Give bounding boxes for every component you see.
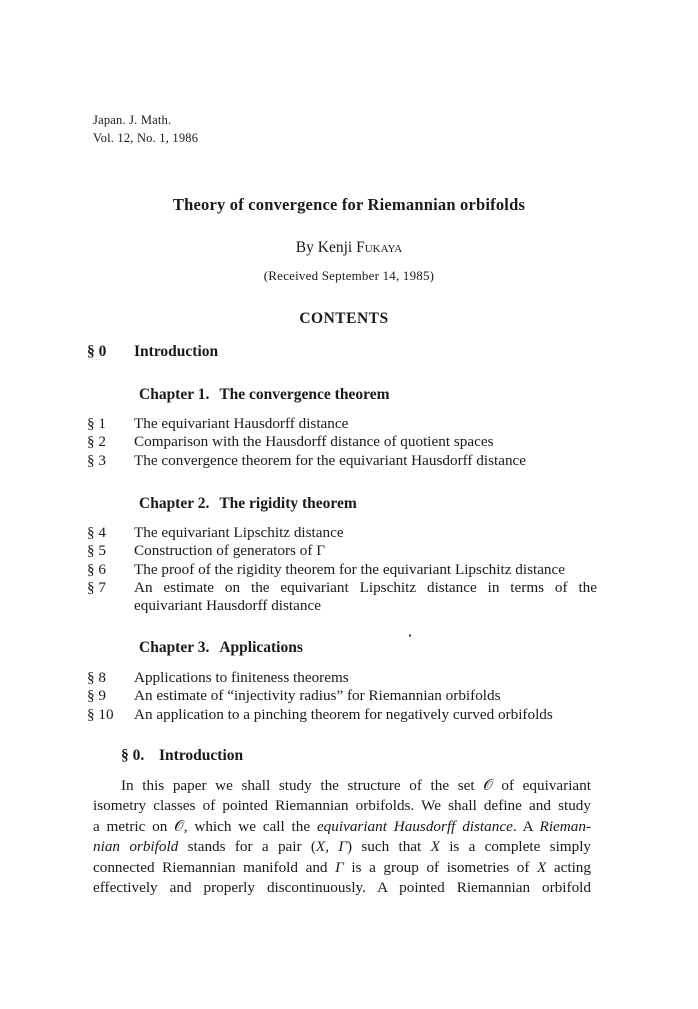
toc-section-label: The equivariant Hausdorff distance bbox=[134, 415, 349, 432]
toc-section-number: § 6 bbox=[87, 560, 106, 578]
journal-volume: Vol. 12, No. 1, 1986 bbox=[93, 131, 199, 145]
toc-section-label: The proof of the rigidity theorem for the equivariant Lipschitz distance bbox=[134, 560, 566, 578]
paper-title: Theory of convergence for Riemannian orbifolds bbox=[172, 195, 526, 214]
toc-chapter-2-sections bbox=[87, 524, 597, 615]
toc-section-number: § 0 bbox=[87, 343, 107, 360]
paragraph-line: connected Riemannian manifold and Γ is a group of isometries of X acting bbox=[93, 858, 591, 876]
italic-term: nian orbifold bbox=[93, 838, 179, 856]
toc-section-5 bbox=[87, 542, 597, 560]
toc-section-9 bbox=[87, 687, 597, 705]
intro-paragraph bbox=[93, 776, 591, 898]
intro-section-number: § 0. bbox=[121, 747, 145, 764]
intro-heading-label: Introduction bbox=[159, 747, 244, 764]
toc-section-number: § 4 bbox=[87, 524, 106, 541]
toc-section-label: The equivariant Lipschitz distance bbox=[134, 524, 344, 541]
journal-name: Japan. J. Math. bbox=[93, 113, 172, 127]
chapter-heading-2 bbox=[139, 495, 357, 513]
toc-section-label: Construction of generators of Γ bbox=[134, 542, 325, 560]
italic-term: X bbox=[430, 838, 440, 856]
chapter-number: Chapter 1. bbox=[139, 386, 210, 403]
toc-section-number: § 7 bbox=[87, 578, 106, 596]
toc-section-1 bbox=[87, 415, 597, 433]
chapter-title: Applications bbox=[219, 639, 303, 656]
received-date: (Received September 14, 1985) bbox=[263, 268, 435, 283]
toc-section-label: Applications to finiteness theorems bbox=[134, 669, 349, 686]
paragraph-line: isometry classes of pointed Riemannian orbifolds. We shall define and study bbox=[93, 797, 591, 815]
toc-section-10 bbox=[87, 706, 597, 724]
toc-section-number: § 5 bbox=[87, 542, 106, 560]
toc-section-label: The convergence theorem for the equivariant Hausdorff distance bbox=[134, 451, 527, 469]
ink-speck bbox=[409, 634, 411, 637]
italic-term: Rieman- bbox=[539, 817, 591, 835]
toc-section-number: § 3 bbox=[87, 451, 106, 469]
italic-term: equivariant Hausdorff distance bbox=[316, 817, 513, 835]
toc-section-number: § 10 bbox=[87, 705, 114, 723]
toc-section-3 bbox=[87, 452, 597, 470]
toc-section-2 bbox=[87, 433, 597, 451]
toc-section-number: § 1 bbox=[87, 415, 106, 432]
journal-header bbox=[93, 111, 198, 147]
chapter-title: The convergence theorem bbox=[219, 386, 390, 403]
toc-section-8 bbox=[87, 669, 597, 687]
contents-heading: CONTENTS bbox=[299, 310, 389, 327]
toc-section-label: An application to a pinching theorem for negatively curved orbifolds bbox=[134, 705, 553, 723]
toc-section-4 bbox=[87, 524, 597, 542]
chapter-title: The rigidity theorem bbox=[219, 495, 357, 512]
chapter-number: Chapter 2. bbox=[139, 495, 210, 512]
toc-section-7 bbox=[87, 579, 597, 616]
toc-section-label: Introduction bbox=[134, 343, 219, 360]
toc-section-0 bbox=[87, 343, 218, 361]
italic-term: X bbox=[315, 838, 326, 856]
author-prefix: By Kenji bbox=[295, 239, 357, 256]
toc-section-label-line: equivariant Hausdorff distance bbox=[134, 597, 321, 615]
toc-chapter-3-sections bbox=[87, 669, 597, 724]
toc-chapter-1-sections bbox=[87, 415, 597, 470]
chapter-heading-3 bbox=[139, 639, 303, 657]
chapter-number: Chapter 3. bbox=[139, 639, 210, 656]
toc-section-number: § 8 bbox=[87, 669, 106, 686]
author-line bbox=[0, 239, 698, 257]
toc-section-label: Comparison with the Hausdorff distance of quotient spaces bbox=[134, 433, 494, 451]
paragraph-line: effectively and properly discontinuously. A pointed Riemannian orbifold bbox=[93, 879, 591, 897]
paragraph-line: nian orbifold stands for a pair (X, Γ) such that X is a complete simply bbox=[93, 838, 592, 856]
chapter-heading-1 bbox=[139, 386, 390, 404]
paragraph-line: a metric on 𝒪, which we call the equivariant Hausdorff distance. A Rieman- bbox=[93, 817, 591, 835]
italic-term: X bbox=[536, 858, 547, 876]
toc-section-label-line: An estimate on the equivariant Lipschitz distance in terms of the bbox=[134, 578, 597, 596]
toc-section-6 bbox=[87, 561, 597, 579]
italic-term: Γ bbox=[338, 838, 347, 856]
intro-heading bbox=[121, 747, 243, 765]
toc-section-label bbox=[134, 579, 597, 616]
toc-section-number: § 2 bbox=[87, 433, 106, 451]
author-surname: Fukaya bbox=[356, 239, 403, 256]
paragraph-line: In this paper we shall study the structure of the set 𝒪 of equivariant bbox=[121, 777, 591, 794]
italic-term: Γ bbox=[335, 858, 344, 876]
toc-section-number: § 9 bbox=[87, 687, 106, 705]
toc-section-label: An estimate of “injectivity radius” for Riemannian orbifolds bbox=[134, 687, 501, 705]
